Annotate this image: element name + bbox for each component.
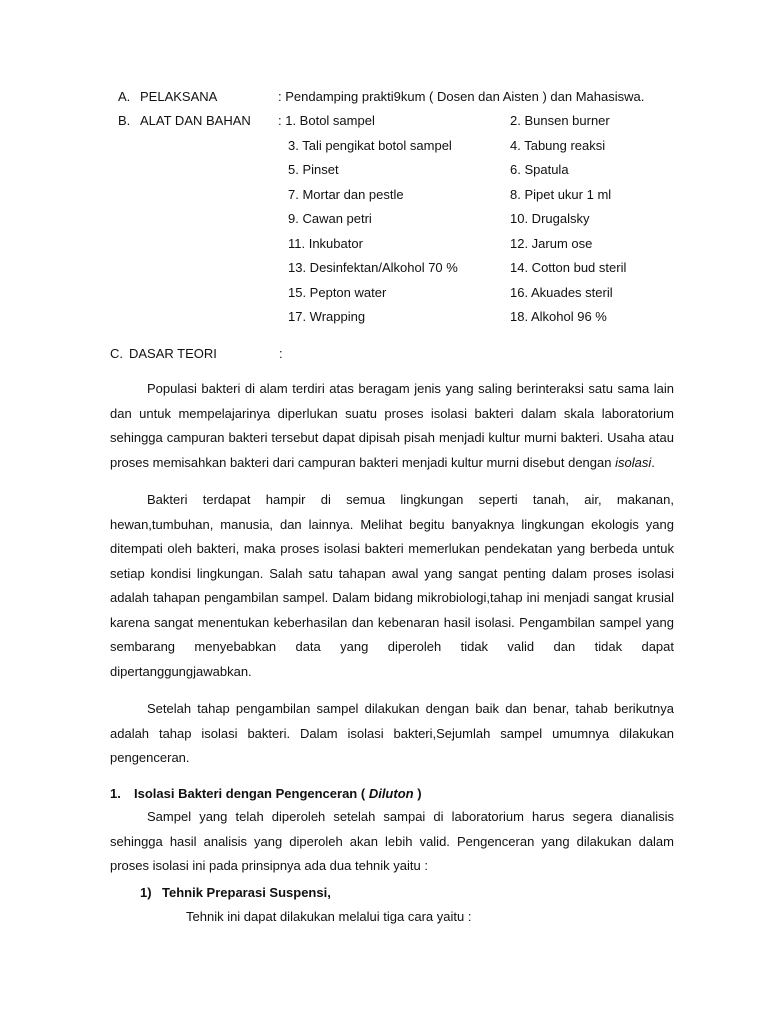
section-a-label: PELAKSANA (140, 89, 218, 104)
paragraph-5-text: Tehnik ini dapat dilakukan melalui tiga cara yaitu : (186, 909, 472, 924)
equipment-item: 9. Cawan petri (288, 211, 372, 226)
paragraph-1-italic-term: isolasi (615, 454, 652, 470)
equipment-item: : 1. Botol sampel (278, 113, 375, 128)
equipment-item: 6. Spatula (510, 162, 569, 177)
heading-1-text-after: ) (413, 786, 422, 801)
subheading-1-number: 1) (140, 885, 152, 900)
equipment-item: 10. Drugalsky (510, 211, 590, 226)
paragraph-1-end: . (651, 454, 655, 470)
equipment-item: 11. Inkubator (288, 236, 363, 251)
heading-1-number: 1. (110, 786, 121, 801)
equipment-item: 2. Bunsen burner (510, 113, 610, 128)
section-a-value: : Pendamping prakti9kum ( Dosen dan Aisten ) dan Mahasiswa. (278, 89, 645, 104)
paragraph-3 (110, 697, 674, 771)
equipment-item: 17. Wrapping (288, 309, 366, 324)
heading-1-text-before: Isolasi Bakteri dengan Pengenceran ( (134, 786, 369, 801)
equipment-item: 14. Cotton bud steril (510, 260, 627, 275)
equipment-item: 8. Pipet ukur 1 ml (510, 187, 612, 202)
heading-1-italic: Diluton (368, 786, 414, 801)
section-a-letter: A. (118, 89, 131, 104)
equipment-item: 7. Mortar dan pestle (288, 187, 404, 202)
paragraph-1-text: Populasi bakteri di alam terdiri atas beragam jenis yang saling berinteraksi satu sama lain dan untuk mempelajarinya diperlukan suatu proses isolasi bakteri dalam skala laboratorium sehingga campuran bakteri tersebut dapat dipisah pisah menjadi kultur murni bakteri. Usaha atau proses memisahkan bakteri dari campuran bakteri menjadi kultur murni disebut dengan (110, 381, 674, 470)
section-b-label: ALAT DAN BAHAN (140, 113, 251, 128)
section-b-letter: B. (118, 113, 131, 128)
paragraph-2 (110, 488, 674, 684)
equipment-item: 3. Tali pengikat botol sampel (288, 138, 452, 153)
paragraph-4 (110, 805, 674, 879)
section-c-colon: : (279, 346, 283, 361)
equipment-item: 16. Akuades steril (510, 285, 613, 300)
paragraph-1 (110, 377, 674, 475)
section-c-letter: C. (110, 346, 123, 361)
subheading-1-text: Tehnik Preparasi Suspensi, (162, 885, 331, 900)
equipment-item: 12. Jarum ose (510, 236, 593, 251)
equipment-item: 15. Pepton water (288, 285, 387, 300)
paragraph-3-text: Setelah tahap pengambilan sampel dilakukan dengan baik dan benar, tahab berikutnya adalah tahap isolasi bakteri. Dalam isolasi bakteri,Sejumlah sampel umumnya dilakukan pengenceran. (110, 701, 674, 765)
section-c-label: DASAR TEORI (129, 346, 217, 361)
equipment-item: 5. Pinset (288, 162, 339, 177)
equipment-item: 13. Desinfektan/Alkohol 70 % (288, 260, 458, 275)
paragraph-2-text: Bakteri terdapat hampir di semua lingkungan seperti tanah, air, makanan, hewan,tumbuhan, manusia, dan lainnya. Melihat begitu banyaknya lingkungan ekologis yang ditempati oleh bakteri, maka proses isolasi bakteri memerlukan pendekatan yang berbeda untuk setiap kondisi lingkungan. Salah satu tahapan awal yang sangat penting dalam proses isolasi adalah tahapan pengambilan sampel. Dalam bidang mikrobiologi,tahap ini menjadi sangat krusial karena sangat menentukan keberhasilan dan kebenaran hasil isolasi. Pengambilan sampel yang sembarang menyebabkan data yang diperoleh tidak valid dan tidak dapat dipertanggungjawabkan. (110, 492, 674, 679)
heading-1-title (134, 786, 422, 802)
paragraph-4-text: Sampel yang telah diperoleh setelah sampai di laboratorium harus segera dianalisis sehingga hasil analisis yang diperoleh akan lebih valid. Pengenceran yang dilakukan dalam proses isolasi ini pada prinsipnya ada dua tehnik yaitu : (110, 809, 674, 873)
equipment-item: 4. Tabung reaksi (510, 138, 606, 153)
equipment-item: 18. Alkohol 96 % (510, 309, 607, 324)
